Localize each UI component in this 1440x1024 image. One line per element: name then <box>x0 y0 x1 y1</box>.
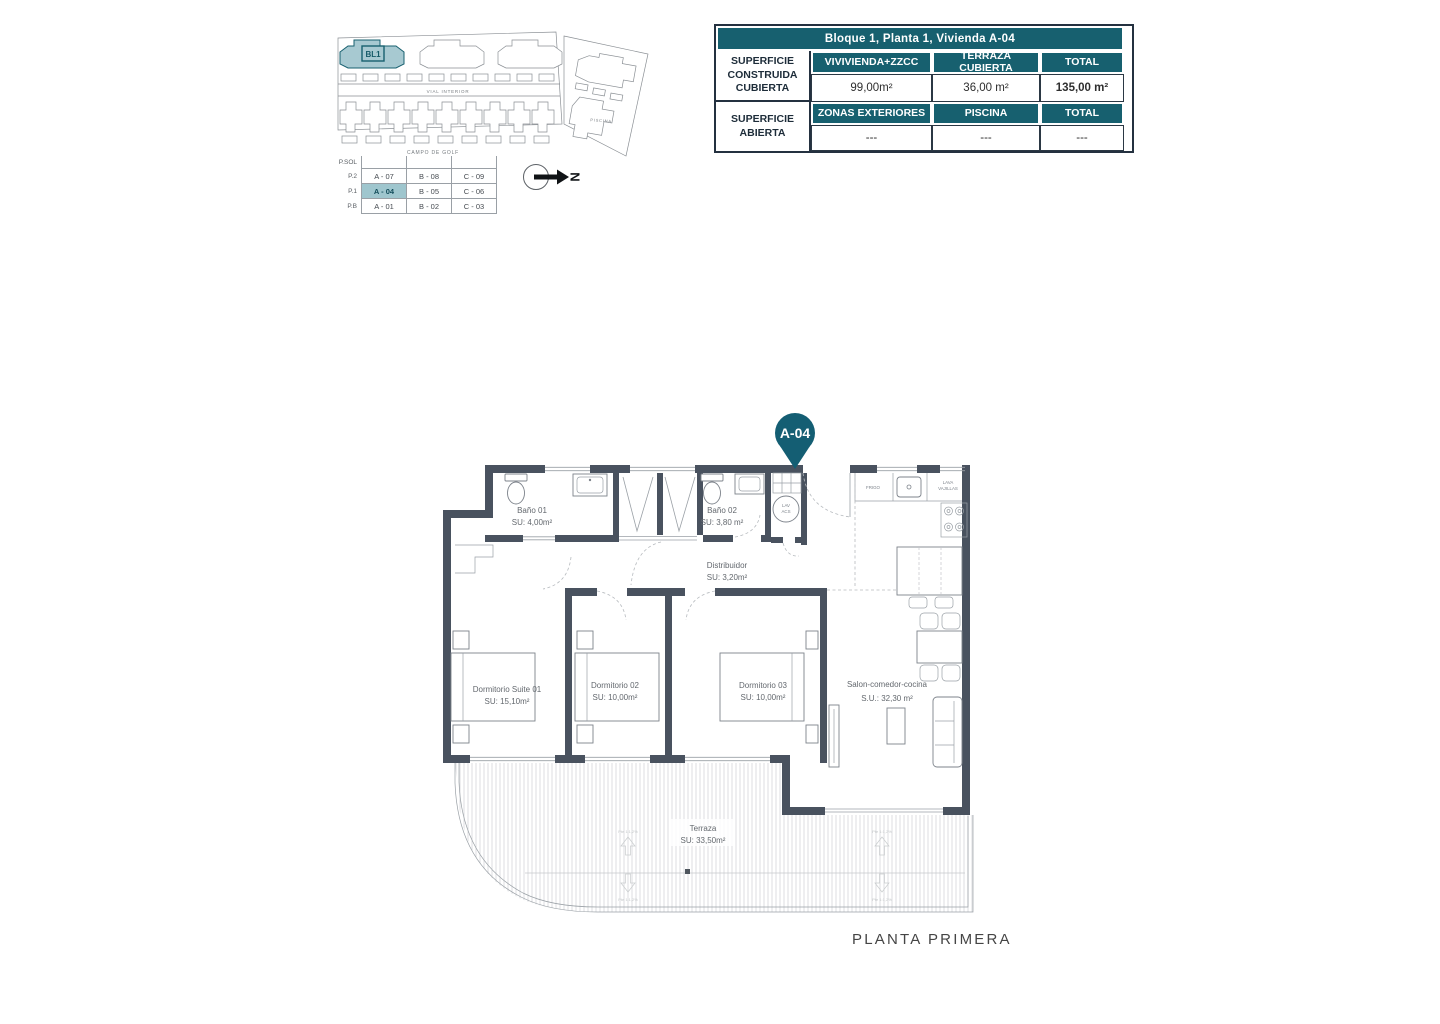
unit-cell: A - 01 <box>362 199 407 214</box>
coffee-table-icon <box>887 708 905 744</box>
fridge-label: FRIGO <box>866 485 880 490</box>
bathroom-02 <box>701 474 764 504</box>
slope-label: Pte 1:1,2% <box>618 829 638 834</box>
road-label: VIAL INTERIOR <box>426 89 470 94</box>
value-cell: --- <box>1040 125 1124 151</box>
toilet-icon <box>508 482 525 504</box>
bedroom-suite-furniture <box>451 545 535 743</box>
unit-cell: C - 06 <box>452 184 497 199</box>
unit-cell: B - 08 <box>407 169 452 184</box>
dishwasher-label: LAVA <box>942 480 954 485</box>
room-area: SU: 10,00m² <box>740 693 786 702</box>
room-name: Dormitorio 02 <box>590 681 640 690</box>
apartment-blocks-row <box>340 40 562 68</box>
room-area: SU: 33,50m² <box>680 836 726 845</box>
unit-cell: B - 02 <box>407 199 452 214</box>
villas-row <box>340 102 554 143</box>
value-cell: 99,00m² <box>811 74 932 102</box>
sofa-icon <box>933 697 962 767</box>
dining-set <box>917 613 962 681</box>
col-header: VIVIVIENDA+ZZCC <box>811 51 932 74</box>
col-header: ZONAS EXTERIORES <box>811 102 932 125</box>
site-plan <box>328 22 662 160</box>
floor-plan <box>435 405 1060 950</box>
kitchen-sink-icon <box>897 477 921 497</box>
value-cell-total: 135,00 m² <box>1040 74 1124 102</box>
surface-row-label-abierta: SUPERFICIE ABIERTA <box>716 102 811 151</box>
slope-label: Pte 1:1,2% <box>872 897 892 902</box>
room-name: Dormitorio 03 <box>738 681 788 690</box>
surface-table <box>714 24 1134 153</box>
toilet-icon <box>704 482 721 504</box>
col-header: TOTAL <box>1040 51 1124 74</box>
room-area: S.U.: 32,30 m² <box>861 694 913 703</box>
room-name: Distribuidor <box>706 561 748 570</box>
col-header: PISCINA <box>932 102 1040 125</box>
svg-text:ACS: ACS <box>781 509 791 514</box>
room-area: SU: 4,00m² <box>511 518 553 527</box>
unit-cell-highlighted: A - 04 <box>362 184 407 199</box>
room-area: SU: 3,80 m² <box>700 518 744 527</box>
plan-caption: PLANTA PRIMERA <box>852 931 1012 948</box>
room-name: Terraza <box>689 824 717 833</box>
golf-label: CAMPO DE GOLF <box>406 150 460 156</box>
unit-cell: B - 05 <box>407 184 452 199</box>
compass <box>520 158 584 198</box>
unit-pin <box>775 413 815 469</box>
level-label: P.B <box>347 202 357 210</box>
kitchen-island <box>897 547 962 608</box>
unit-cell: A - 07 <box>362 169 407 184</box>
slope-label: Pte 1:1,2% <box>872 829 892 834</box>
living-furniture <box>829 697 962 767</box>
col-header: TERRAZA CUBIERTA <box>932 51 1040 74</box>
terrace-joint-marker <box>685 869 690 874</box>
room-area: SU: 15,10m² <box>484 697 530 706</box>
compass-north-label: N <box>567 172 583 182</box>
room-name: Baño 02 <box>707 506 737 515</box>
surface-table-title: Bloque 1, Planta 1, Vivienda A-04 <box>716 26 1124 51</box>
room-name: Dormitorio Suite 01 <box>472 685 542 694</box>
laundry-closet <box>773 473 801 522</box>
pool-label: PISCINA <box>590 117 613 124</box>
svg-text:LAV: LAV <box>782 503 790 508</box>
kitchen <box>827 473 967 608</box>
levels-table <box>331 156 497 214</box>
level-label: P.2 <box>348 172 357 180</box>
block-bl1-label: BL1 <box>365 50 381 59</box>
room-area: SU: 3,20m² <box>706 573 748 582</box>
unit-cell: C - 03 <box>452 199 497 214</box>
svg-text:VAJILLAS: VAJILLAS <box>938 486 958 491</box>
room-name: Baño 01 <box>517 506 547 515</box>
unit-pin-label: A-04 <box>779 425 811 441</box>
unit-cell: C - 09 <box>452 169 497 184</box>
col-header: TOTAL <box>1040 102 1124 125</box>
slope-label: Pte 1:1,2% <box>618 897 638 902</box>
value-cell: --- <box>932 125 1040 151</box>
surface-row-label-construida: SUPERFICIE CONSTRUIDA CUBIERTA <box>716 51 811 102</box>
room-name: Salon-comedor-cocina <box>846 680 928 689</box>
room-area: SU: 10,00m² <box>592 693 638 702</box>
levels-corner-label: P.SOL <box>338 158 357 166</box>
value-cell: --- <box>811 125 932 151</box>
compass-arrow-icon <box>534 175 557 180</box>
value-cell: 36,00 m² <box>932 74 1040 102</box>
level-label: P.1 <box>348 187 357 195</box>
